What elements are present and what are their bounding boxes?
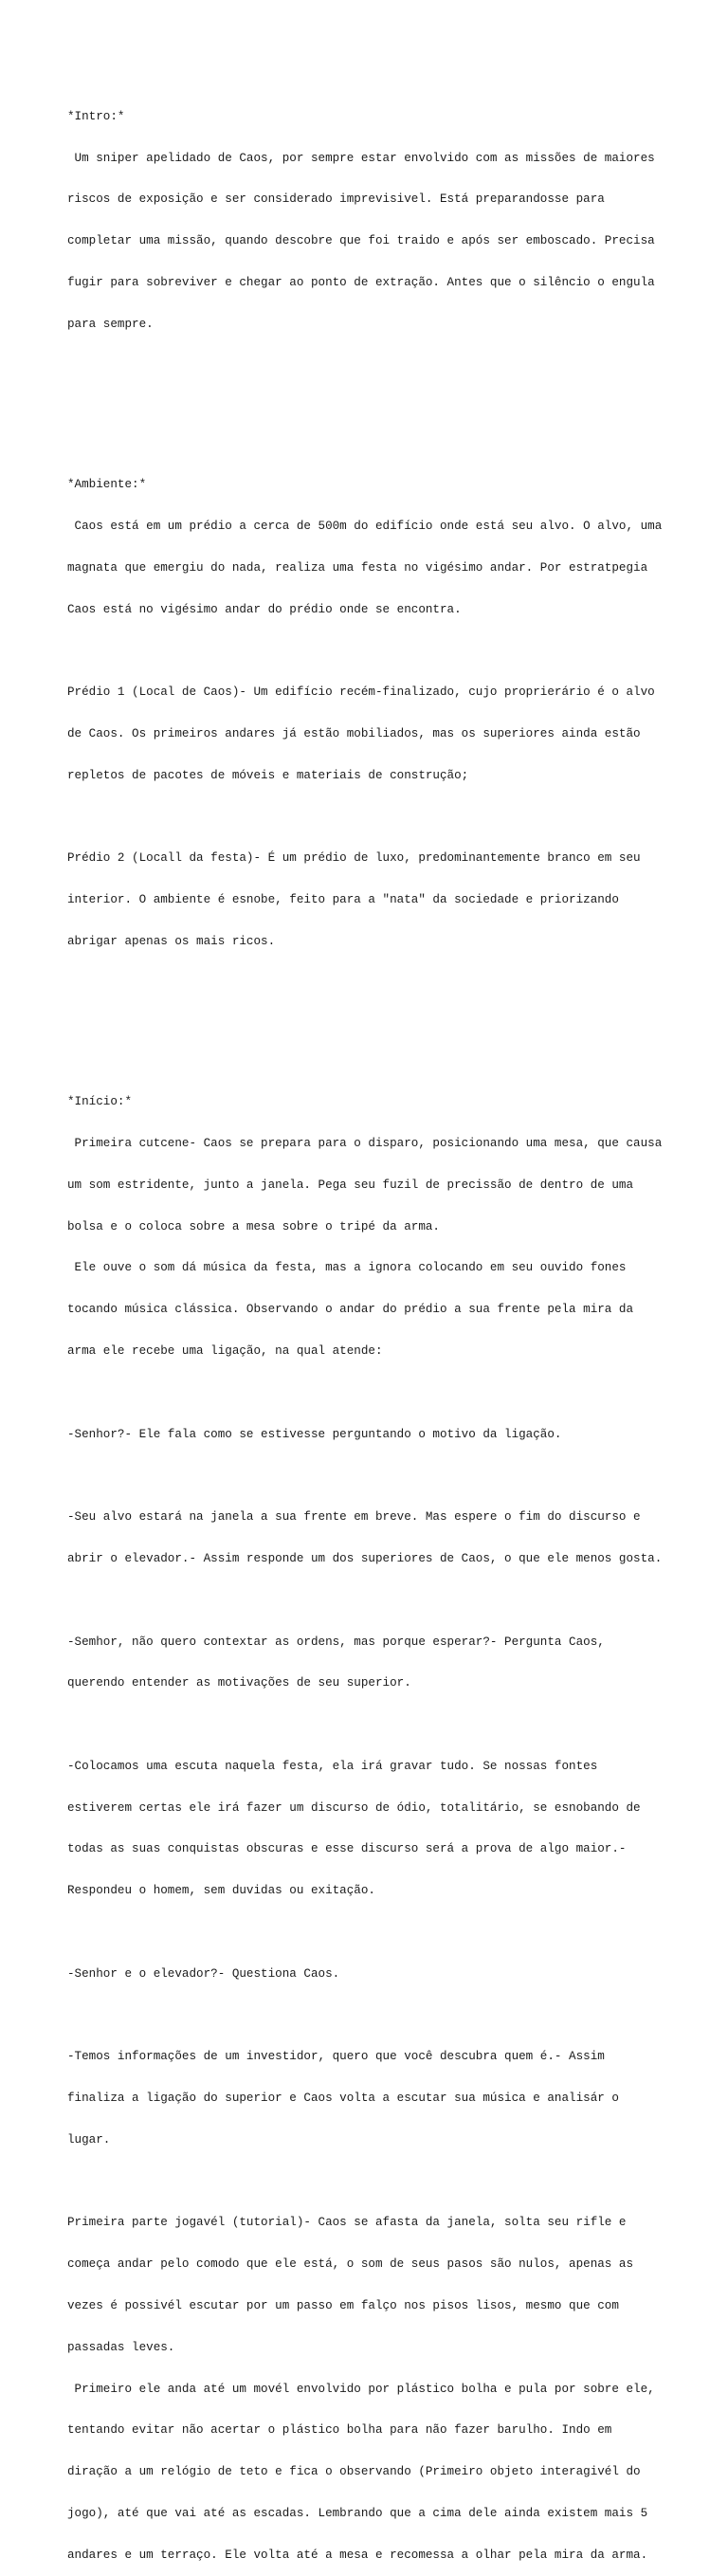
inicio-p8-line: diração a um relógio de teto e fica o observando (Primeiro objeto interagivél do: [67, 2465, 641, 2479]
inicio-p8-line: vezes é possivél escutar por um passo em falço nos pisos lisos, mesmo que com: [67, 2299, 619, 2312]
inicio-p5-line: todas as suas conquistas obscuras e esse discurso será a prova de algo maior.-: [67, 1842, 627, 1856]
ambiente-p3-line: abrigar apenas os mais ricos.: [67, 934, 276, 948]
ambiente-p2-line: de Caos. Os primeiros andares já estão mobiliados, mas os superiores ainda estão: [67, 726, 641, 740]
inicio-p5-line: Respondeu o homem, sem duvidas ou exitação.: [67, 1884, 375, 1898]
inicio-p8-line: tentando evitar não acertar o plástico bolha para não fazer barulho. Indo em: [67, 2423, 612, 2438]
inicio-p5-line: -Colocamos uma escuta naquela festa, ela irá gravar tudo. Se nossas fontes: [67, 1759, 598, 1773]
inicio-p7-line: finaliza a ligação do superior e Caos volta a escutar sua música e analisár o: [67, 2092, 619, 2106]
inicio-p3-line: abrir o elevador.- Assim responde um dos superiores de Caos, o que ele menos gosta.: [67, 1551, 663, 1565]
inicio-p8-line: jogo), até que vai até as escadas. Lembrando que a cima dele ainda existem mais 5: [67, 2506, 648, 2520]
intro-line: para sempre.: [67, 317, 154, 331]
intro-line: riscos de exposição e ser considerado imprevisivel. Está preparandosse para: [67, 192, 605, 207]
intro-line: completar uma missão, quando descobre que foi traido e após ser emboscado. Precisa: [67, 234, 655, 248]
ambiente-p2-line: Prédio 1 (Local de Caos)- Um edifício recém-finalizado, cujo proprierário é o alvo: [67, 685, 655, 700]
inicio-p7-line: -Temos informações de um investidor, quero que você descubra quem é.- Assim: [67, 2050, 605, 2064]
inicio-p8-line: passadas leves.: [67, 2340, 175, 2354]
ambiente-heading: *Ambiente:*: [67, 478, 147, 492]
inicio-p3-line: -Seu alvo estará na janela a sua frente em breve. Mas espere o fim do discurso e: [67, 1510, 641, 1525]
inicio-p8-line: Primeira parte jogavél (tutorial)- Caos se afasta da janela, solta seu rifle e: [67, 2216, 627, 2230]
ambiente-p2-line: repletos de pacotes de móveis e materiais de construção;: [67, 768, 469, 782]
intro-line: fugir para sobreviver e chegar ao ponto de extração. Antes que o silêncio o engula: [67, 275, 655, 289]
document-page: [67, 68, 674, 2576]
inicio-p1-line: tocando música clássica. Observando o andar do prédio a sua frente pela mira da: [67, 1303, 634, 1317]
inicio-p1-line: um som estridente, junto a janela. Pega seu fuzil de precissão de dentro de uma: [67, 1178, 634, 1192]
inicio-p8-line: Primeiro ele anda até um movél envolvido por plástico bolha e pula por sobre ele,: [67, 2382, 655, 2396]
inicio-p4-line: querendo entender as motivações de seu superior.: [67, 1676, 411, 1690]
ambiente-p1-line: magnata que emergiu do nada, realiza uma festa no vigésimo andar. Por estratpegia: [67, 560, 648, 575]
inicio-p2-line: -Senhor?- Ele fala como se estivesse perguntando o motivo da ligação.: [67, 1427, 562, 1441]
inicio-p5-line: estiverem certas ele irá fazer um discurso de ódio, totalitário, se esnobando de: [67, 1800, 641, 1815]
ambiente-p1-line: Caos está em um prédio a cerca de 500m do edifício onde está seu alvo. O alvo, uma: [67, 520, 663, 533]
inicio-heading: *Início:*: [67, 1095, 133, 1109]
inicio-p1-line: bolsa e o coloca sobre a mesa sobre o tripé da arma.: [67, 1219, 440, 1233]
ambiente-p3-line: interior. O ambiente é esnobe, feito para a "nata" da sociedade e priorizando: [67, 893, 619, 907]
intro-line: Um sniper apelidado de Caos, por sempre estar envolvido com as missões de maiores: [67, 151, 655, 165]
inicio-p7-line: lugar.: [67, 2132, 111, 2147]
inicio-p6-line: -Senhor e o elevador?- Questiona Caos.: [67, 1966, 340, 1981]
inicio-p1-line: arma ele recebe uma ligação, na qual atende:: [67, 1344, 383, 1359]
inicio-p4-line: -Semhor, não quero contextar as ordens, mas porque esperar?- Pergunta Caos,: [67, 1635, 605, 1649]
intro-heading: *Intro:*: [67, 109, 125, 123]
ambiente-p3-line: Prédio 2 (Locall da festa)- É um prédio de luxo, predominantemente branco em seu: [67, 851, 641, 866]
inicio-p8-line: andares e um terraço. Ele volta até a mesa e recomessa a olhar pela mira da arma.: [67, 2548, 648, 2562]
inicio-p8-line: começa andar pelo comodo que ele está, o som de seus pasos são nulos, apenas as: [67, 2257, 634, 2272]
inicio-p1-line: Ele ouve o som dá música da festa, mas a ignora colocando em seu ouvido fones: [67, 1261, 627, 1275]
inicio-p1-line: Primeira cutcene- Caos se prepara para o disparo, posicionando uma mesa, que causa: [67, 1137, 663, 1151]
ambiente-p1-line: Caos está no vigésimo andar do prédio onde se encontra.: [67, 602, 462, 616]
